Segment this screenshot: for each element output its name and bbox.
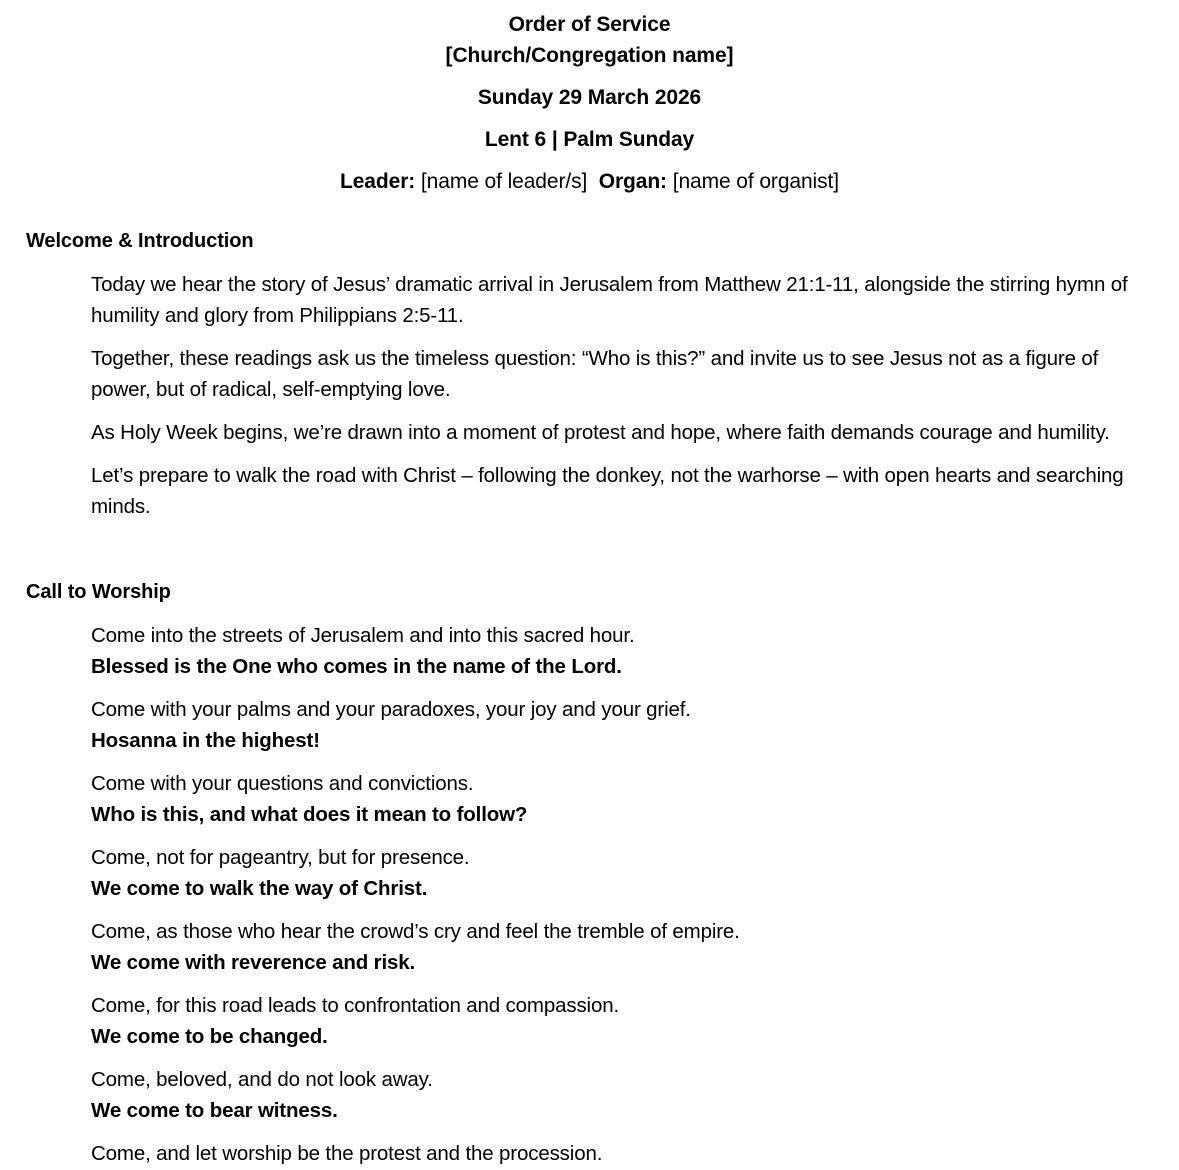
service-header — [0, 0, 1179, 197]
leader-value: [name of leader/s] — [420, 170, 588, 193]
congregation-response: We come to bear witness. — [91, 1099, 338, 1122]
leader-call: Come, beloved, and do not look away. — [91, 1068, 433, 1091]
leader-call: Come with your questions and convictions. — [91, 772, 474, 795]
leader-call: Come, for this road leads to confrontation and compassion. — [91, 994, 620, 1017]
leader-call: Come, not for pageantry, but for presence. — [91, 846, 470, 869]
congregation-response: We come to be changed. — [91, 1025, 328, 1048]
leader-call: Come into the streets of Jerusalem and into this sacred hour. — [91, 624, 635, 647]
document-title: Order of Service — [508, 13, 671, 36]
paragraph: Today we hear the story of Jesus’ dramatic arrival in Jerusalem from Matthew 21:1-11, alongside the stirring hymn of humility and glory from Philippians 2:5-11. — [91, 273, 1128, 327]
section-heading: Welcome & Introduction — [26, 230, 254, 252]
congregation-response: Hosanna in the highest! — [91, 729, 320, 752]
responsive-exchange — [91, 916, 1145, 978]
section-body — [91, 620, 1145, 1169]
organ-value: [name of organist] — [672, 170, 839, 193]
service-date: Sunday 29 March 2026 — [477, 86, 702, 109]
section-body — [91, 269, 1145, 522]
responsive-exchange — [91, 1138, 1145, 1169]
paragraph: As Holy Week begins, we’re drawn into a moment of protest and hope, where faith demands courage and humility. — [91, 421, 1110, 444]
section-welcome-introduction — [0, 227, 1179, 522]
congregation-name: [Church/Congregation name] — [445, 44, 734, 67]
leader-label: Leader: — [340, 170, 416, 193]
leader-organ-line — [0, 166, 1179, 197]
paragraph: Together, these readings ask us the timeless question: “Who is this?” and invite us to see Jesus not as a figure of power, but of radical, self-emptying love. — [91, 347, 1099, 401]
responsive-exchange — [91, 694, 1145, 756]
section-heading: Call to Worship — [26, 581, 171, 603]
congregation-response: We come to walk the way of Christ. — [91, 877, 428, 900]
leader-call: Come, and let worship be the protest and the procession. — [91, 1142, 603, 1165]
responsive-exchange — [91, 620, 1145, 682]
congregation-response: Who is this, and what does it mean to follow? — [91, 803, 528, 826]
leader-call: Come, as those who hear the crowd’s cry and feel the tremble of empire. — [91, 920, 740, 943]
section-call-to-worship — [0, 578, 1179, 1169]
responsive-exchange — [91, 768, 1145, 830]
liturgical-season: Lent 6 | Palm Sunday — [484, 128, 695, 151]
responsive-exchange — [91, 842, 1145, 904]
section-spacer — [0, 522, 1179, 548]
responsive-exchange — [91, 1064, 1145, 1126]
responsive-exchange — [91, 990, 1145, 1052]
congregation-response: Blessed is the One who comes in the name of the Lord. — [91, 655, 622, 678]
leader-call: Come with your palms and your paradoxes, your joy and your grief. — [91, 698, 691, 721]
paragraph: Let’s prepare to walk the road with Christ – following the donkey, not the warhorse – with open hearts and searching minds. — [91, 464, 1124, 518]
congregation-response: We come with reverence and risk. — [91, 951, 416, 974]
organ-label: Organ: — [598, 170, 667, 193]
